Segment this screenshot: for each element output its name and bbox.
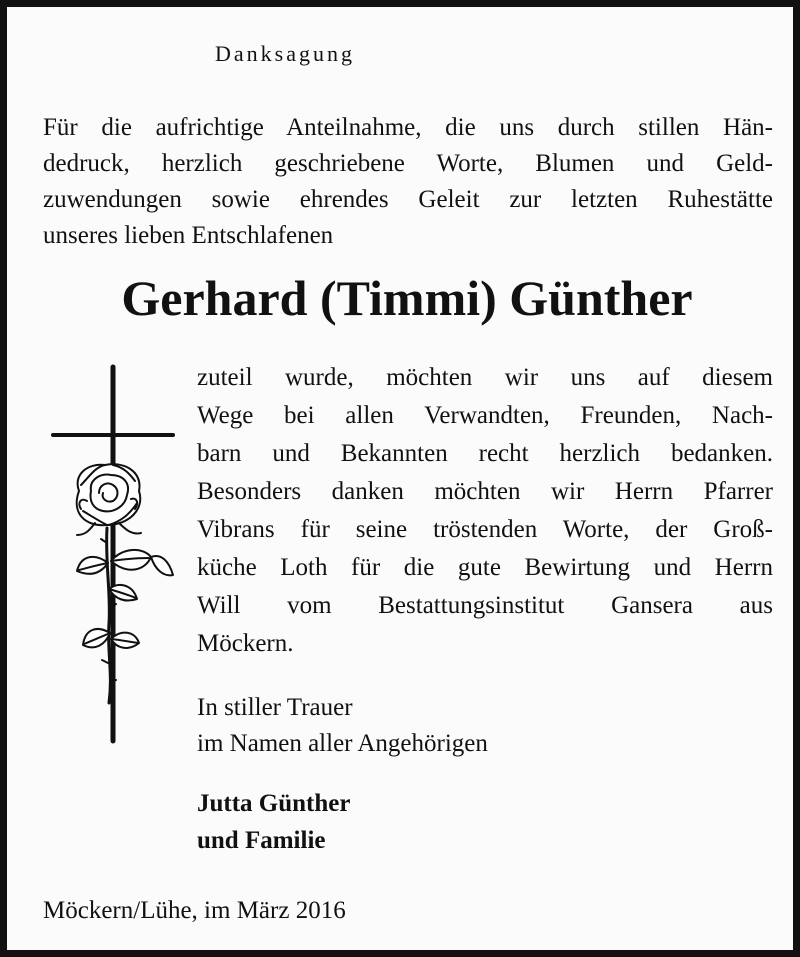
intro-line: unseres lieben Entschlafenen bbox=[43, 222, 334, 249]
closing-line: im Namen aller Angehörigen bbox=[197, 730, 488, 757]
body-paragraph bbox=[197, 359, 773, 663]
cross-with-rose-icon bbox=[47, 363, 177, 748]
body-line: Besonders danken möchten wir Herrn Pfarrer bbox=[197, 478, 773, 505]
notice-heading: Danksagung bbox=[215, 41, 355, 66]
place-date: Möckern/Lühe, im März 2016 bbox=[43, 897, 346, 924]
body-line: Möckern. bbox=[197, 630, 294, 657]
signature-line: und Familie bbox=[197, 827, 326, 854]
rose-stem bbox=[107, 528, 111, 703]
signature-line: Jutta Günther bbox=[197, 790, 351, 817]
closing-line: In stiller Trauer bbox=[197, 694, 353, 721]
body-line: barn und Bekannten recht herzlich bedanken. bbox=[197, 440, 773, 467]
body-line: Wege bei allen Verwandten, Freunden, Nach- bbox=[197, 402, 773, 429]
intro-line: dedruck, herzlich geschriebene Worte, Blumen und Geld- bbox=[43, 150, 773, 177]
intro-line: zuwendungen sowie ehrendes Geleit zur letzten Ruhestätte bbox=[43, 186, 773, 213]
body-line: Vibrans für seine tröstenden Worte, der Groß- bbox=[197, 516, 773, 543]
rose-leaf-icon bbox=[77, 550, 173, 648]
body-line: Will vom Bestattungsinstitut Gansera aus bbox=[197, 592, 773, 619]
body-line: küche Loth für die gute Bewirtung und Herrn bbox=[197, 554, 773, 581]
intro-paragraph bbox=[43, 110, 773, 254]
deceased-name: Gerhard (Timmi) Günther bbox=[121, 270, 693, 326]
rose-bloom-icon bbox=[77, 464, 141, 525]
closing-block bbox=[197, 690, 488, 762]
body-line: zuteil wurde, möchten wir uns auf diesem bbox=[197, 364, 773, 391]
intro-line: Für die aufrichtige Anteilnahme, die uns durch stillen Hän- bbox=[43, 114, 773, 141]
cross-rose-graphic bbox=[47, 363, 177, 748]
signature-block bbox=[197, 785, 350, 859]
